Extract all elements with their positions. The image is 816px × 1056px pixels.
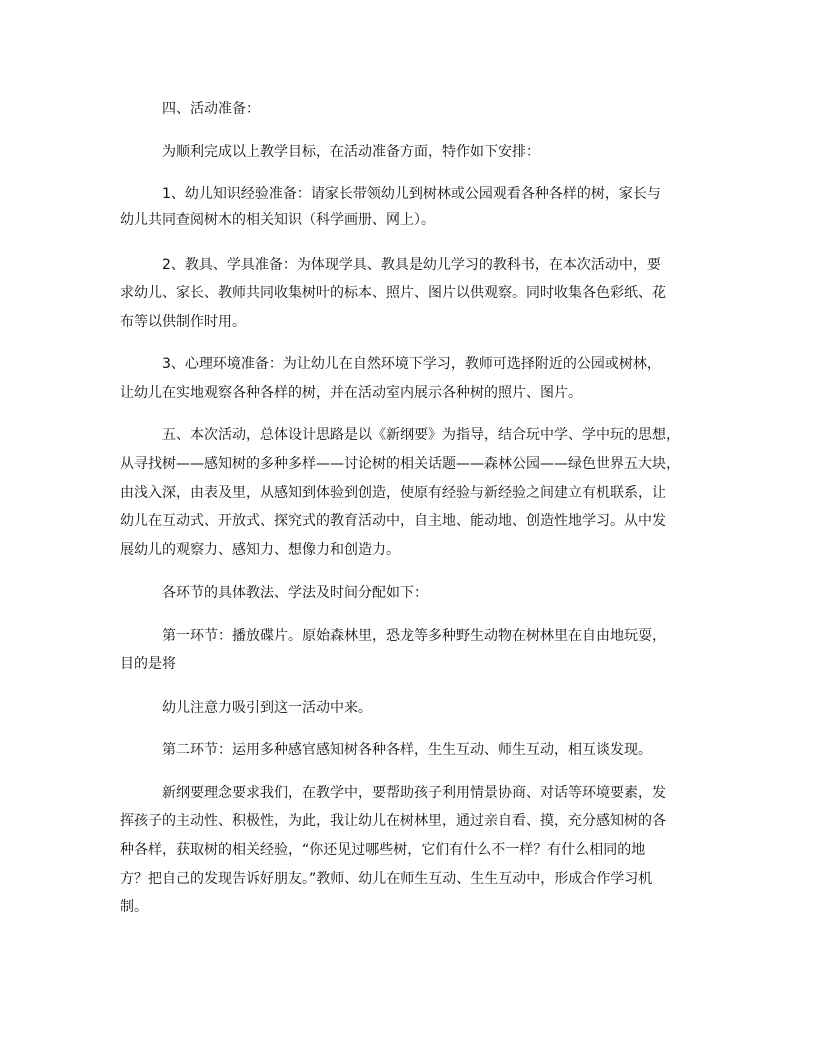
paragraph-line: 种各样，获取树的相关经验，“你还见过哪些树，它们有什么不一样？有什么相同的地: [120, 842, 646, 858]
section-heading-activity: 五、本次活动，总体设计思路是以《新纲要》为指导，结合玩中学、学中玩的思想，: [162, 427, 680, 443]
paragraph-line: 布等以供制作时用。: [120, 314, 246, 330]
paragraph-line: 目的是将: [120, 656, 176, 672]
paragraph-line: 3、心理环境准备：为让幼儿在自然环境下学习，教师可选择附近的公园或树林，: [162, 356, 661, 372]
paragraph-line: 第二环节：运用多种感官感知树各种各样，生生互动、师生互动，相互谈发现。: [162, 742, 652, 758]
paragraph-line: 各环节的具体教法、学法及时间分配如下：: [162, 585, 428, 601]
paragraph-line: 挥孩子的主动性、积极性，为此，我让幼儿在树林里，通过亲自看、摸，充分感知树的各: [120, 813, 666, 829]
section-heading-preparation: 四、活动准备：: [162, 101, 260, 117]
paragraph-intro: 为顺利完成以上教学目标，在活动准备方面，特作如下安排：: [162, 144, 540, 160]
paragraph-line: 制。: [120, 899, 148, 915]
paragraph-line: 幼儿在互动式、开放式、探究式的教育活动中，自主地、能动地、创造性地学习。从中发: [120, 513, 666, 529]
paragraph-line: 1、幼儿知识经验准备：请家长带领幼儿到树林或公园观看各种各样的树，家长与: [162, 186, 661, 202]
paragraph-line: 由浅入深，由表及里，从感知到体验到创造，使原有经验与新经验之间建立有机联系，让: [120, 485, 666, 501]
paragraph-line: 展幼儿的观察力、感知力、想像力和创造力。: [120, 542, 400, 558]
paragraph-line: 让幼儿在实地观察各种各样的树，并在活动室内展示各种树的照片、图片。: [120, 385, 582, 401]
paragraph-line: 幼儿注意力吸引到这一活动中来。: [162, 700, 372, 716]
paragraph-line: 第一环节：播放碟片。原始森林里，恐龙等多种野生动物在树林里在自由地玩耍，: [162, 628, 666, 644]
paragraph-line: 幼儿共同查阅树木的相关知识（科学画册、网上）。: [120, 212, 435, 228]
paragraph-line: 求幼儿、家长、教师共同收集树叶的标本、照片、图片以供观察。同时收集各色彩纸、花: [120, 285, 666, 301]
paragraph-line: 从寻找树——感知树的多种多样——讨论树的相关话题——森林公园——绿色世界五大块，: [120, 456, 680, 472]
paragraph-line: 方？把自己的发现告诉好朋友。”教师、幼儿在师生互动、生生互动中，形成合作学习机: [120, 871, 653, 887]
paragraph-line: 2、教具、学具准备：为体现学具、教具是幼儿学习的教科书，在本次活动中，要: [162, 257, 661, 273]
paragraph-line: 新纲要理念要求我们，在教学中，要帮助孩子利用情景协商、对话等环境要素，发: [162, 785, 666, 801]
